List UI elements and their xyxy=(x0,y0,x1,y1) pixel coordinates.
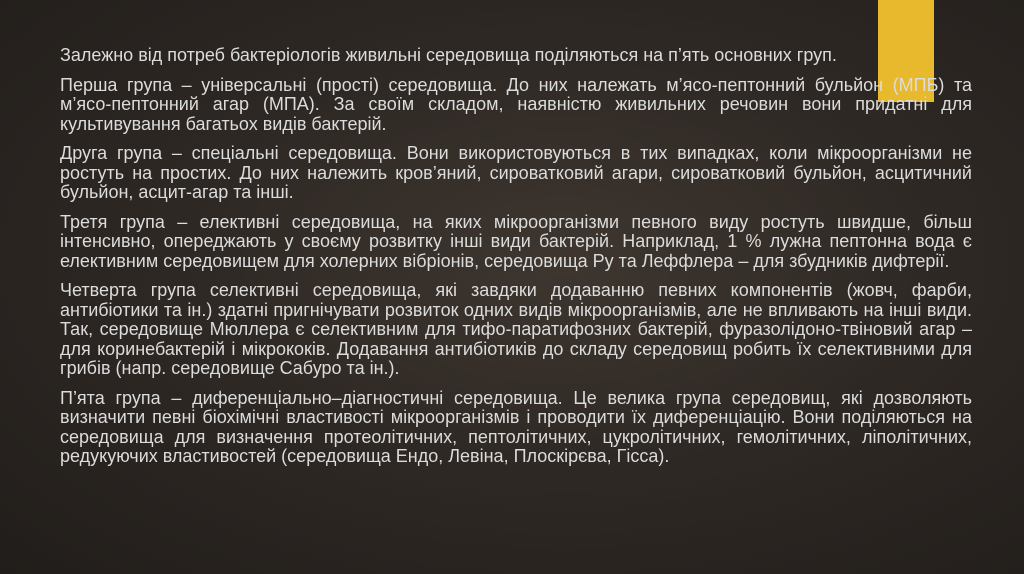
slide-content xyxy=(60,46,972,477)
paragraph-group-2: Друга група – спеціальні середовища. Вони використовуються в тих випадках, коли мікроорганізми не ростуть на простих. До них належить кров’яний, сироватковий агари, сироватковий бульйон, асцитичний бульйон, асцит-агар та інші. xyxy=(60,143,972,202)
paragraph-intro: Залежно від потреб бактеріологів живильні середовища поділяються на п’ять основних груп. xyxy=(60,45,837,65)
paragraph-group-5: П’ята група – диференціально–діагностичні середовища. Це велика група середовищ, які дозволяють визначити певні біохімічні властивості мікроорганізмів і проводити їх диференціацію. Вони поділяються на середовища для визначення протеолітичних, пептолітичних, цукролітичних, гемолітичних, ліполітичних, редукуючих властивостей (середовища Ендо, Левіна, Плоскірєва, Гісса). xyxy=(60,387,972,466)
paragraph-group-4: Четверта група селективні середовища, які завдяки додаванню певних компонентів (жовч, фарби, антибіотики та ін.) здатні пригнічувати розвиток одних видів мікроорганізмів, але не впливають на інші види. Так, середовище Мюллера є селективним для тифо-паратифозних бактерій, фуразолідоно-твіновий агар – для коринебактерій і мікрококів. Додавання антибіотиків до складу середовищ робить їх селективними для грибів (напр. середовище Сабуро та ін.). xyxy=(60,280,972,378)
paragraph-group-3: Третя група – елективні середовища, на яких мікроорганізми певного виду ростуть швидше, більш інтенсивно, опереджають у своєму розвитку інші види бактерій. Наприклад, 1 % лужна пептонна вода є елективним середовищем для холерних вібріонів, середовища Ру та Леффлера – для збудників дифтерії. xyxy=(60,211,972,271)
paragraph-group-1: Перша група – універсальні (прості) середовища. До них належать м’ясо-пептонний бульйон (МПБ) та м’ясо-пептонний агар (МПА). За своїм складом, наявністю живильних речовин вони придатні для культивування багатьох видів бактерій. xyxy=(60,74,972,134)
